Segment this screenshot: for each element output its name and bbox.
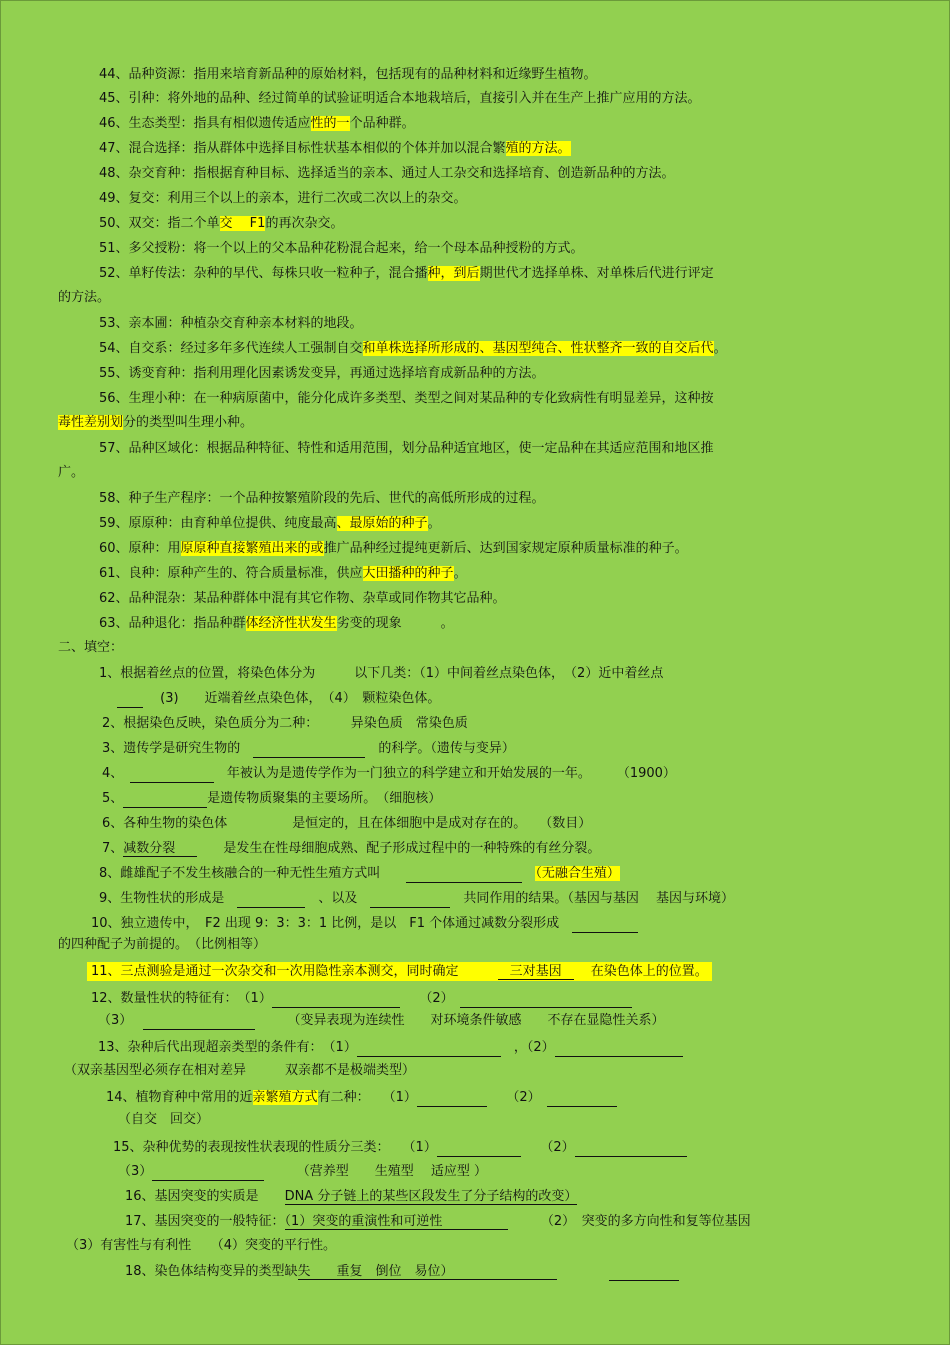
- fill-17-cont: （3）有害性与有利性 （4）突变的平行性。: [66, 1238, 337, 1253]
- blank-line: [357, 1042, 501, 1057]
- blank-line: [272, 993, 400, 1008]
- fill-17: 17、基因突变的一般特征：（1）突变的重演性和可逆性 （2） 突变的多方向性和复等位基因: [125, 1214, 751, 1229]
- fill-10: 10、独立遗传中， F2 出现 9：3：3：1 比例，是以 F1 个体通过减数分裂形成: [91, 915, 638, 933]
- highlight: 、最原始的种子: [336, 516, 428, 531]
- term-57: 57、品种区域化：根据品种特征、特性和适用范围，划分品种适宜地区，使一定品种在其适应范围和地区推: [99, 441, 714, 456]
- blank-line: [460, 993, 632, 1008]
- term-49: 49、复交：利用三个以上的亲本，进行二次或二次以上的杂交。: [99, 191, 467, 206]
- fill-12-cont: （3） （变异表现为连续性 对环境条件敏感 不存在显隐性关系）: [98, 1013, 665, 1028]
- blank-line: [609, 1266, 679, 1281]
- blank-line: [143, 1015, 255, 1030]
- fill-15: 15、杂种优势的表现按性状表现的性质分三类： （1） （2）: [113, 1139, 687, 1157]
- term-60: 60、原种：用原原种直接繁殖出来的或推广品种经过提纯更新后、达到国家规定原种质量标准的种子。: [99, 541, 688, 556]
- blank-line: [437, 1142, 521, 1157]
- highlight: 体经济性状发生: [245, 616, 337, 631]
- term-46: 46、生态类型：指具有相似遗传适应性的一个品种群。: [99, 116, 415, 131]
- highlight: 毒性差别划: [58, 415, 124, 430]
- fill-7: 7、减数分裂 是发生在性母细胞成熟、配子形成过程中的一种特殊的有丝分裂。: [102, 841, 601, 856]
- blank-line: [152, 1166, 264, 1181]
- term-55: 55、诱变育种：指利用理化因素诱发变异，再通过选择培育成新品种的方法。: [99, 366, 545, 381]
- term-48: 48、杂交育种：指根据育种目标、选择适当的亲本、通过人工杂交和选择培育、创造新品种的方法。: [99, 166, 675, 181]
- highlight: 11、三点测验是通过一次杂交和一次用隐性亲本测交，同时确定 三对基因 在染色体上的位置。: [87, 962, 712, 981]
- term-61: 61、良种：原种产生的、符合质量标准，供应大田播种的种子。: [99, 566, 467, 581]
- highlight: 殖的方法。: [505, 141, 571, 156]
- fill-14: 14、植物育种中常用的近亲繁殖方式有二种： （1） （2）: [106, 1089, 617, 1107]
- answer-underlined: 失 重复 倒位 易位）: [298, 1264, 558, 1280]
- answer-underlined: 减数分裂: [123, 841, 197, 857]
- fill-10-cont: 的四种配子为前提的。 （比例相等）: [58, 937, 267, 952]
- section-title: 二、填空：: [58, 640, 124, 655]
- term-47: 47、混合选择：指从群体中选择目标性状基本相似的个体并加以混合繁殖的方法。: [99, 141, 571, 156]
- fill-13-cont: （双亲基因型必须存在相对差异 双亲都不是极端类型）: [64, 1063, 416, 1078]
- term-58: 58、种子生产程序：一个品种按繁殖阶段的先后、世代的高低所形成的过程。: [99, 491, 545, 506]
- term-50: 50、双交：指二个单交 F1的再次杂交。: [99, 216, 344, 231]
- fill-1: 1、根据着丝点的位置，将染色体分为 以下几类：（1）中间着丝点染色体， （2）近中着丝点: [99, 666, 664, 681]
- term-57-cont: 广。: [58, 465, 85, 480]
- fill-2: 2、根据染色反映，染色质分为二种： 异染色质 常染色质: [102, 716, 468, 731]
- blank-line: [117, 693, 143, 708]
- fill-3: 3、遗传学是研究生物的 的科学。（遗传与变异）: [102, 741, 515, 756]
- fill-11: [87, 963, 712, 981]
- blank-line: [130, 768, 214, 783]
- fill-14-cont: （自交 回交）: [118, 1112, 210, 1127]
- term-45: 45、引种：将外地的品种、经过简单的试验证明适合本地栽培后，直接引入并在生产上推广应用的方法。: [99, 91, 701, 106]
- highlight: （无融合生殖）: [535, 866, 620, 881]
- highlight: 原原种直接繁殖出来的或: [180, 541, 324, 556]
- fill-4: 4、 年被认为是遗传学作为一门独立的科学建立和开始发展的一年。 （1900）: [102, 766, 676, 781]
- term-53: 53、亲本圃：种植杂交育种亲本材料的地段。: [99, 316, 363, 331]
- fill-13: 13、杂种后代出现超亲类型的条件有： （1） ，（2）: [98, 1039, 683, 1057]
- blank-line: [253, 743, 365, 758]
- term-59: 59、原原种：由育种单位提供、纯度最高、最原始的种子。: [99, 516, 441, 531]
- fill-12: 12、数量性状的特征有： （1） （2）: [91, 990, 632, 1008]
- term-54: 54、自交系：经过多年多代连续人工强制自交和单株选择所形成的、基因型纯合、性状整齐一致的自交后代。: [99, 341, 727, 356]
- blank-line: [123, 793, 207, 808]
- answer-underlined: （1）突变的重演性和可逆性: [285, 1214, 509, 1230]
- fill-16: 16、基因突变的实质是 DNA 分子链上的某些区段发生了分子结构的改变）: [125, 1189, 578, 1204]
- answer-underlined: DNA 分子链上的某些区段发生了分子结构的改变）: [284, 1189, 578, 1204]
- blank-line: [555, 1042, 683, 1057]
- fill-9: 9、生物性状的形成是 、以及 共同作用的结果。（基因与基因 基因与环境）: [99, 891, 734, 906]
- fill-1-cont: (3) 近端着丝点染色体， （4） 颗粒染色体。: [117, 690, 440, 708]
- highlight: 种，到后: [427, 266, 480, 281]
- term-52: 52、单籽传法：杂种的早代、每株只收一粒种子，混合播种，到后期世代才选择单株、对单株后代进行评定: [99, 266, 714, 281]
- term-56-cont: 毒性差别划分的类型叫生理小种。: [58, 415, 254, 430]
- blank-line: [572, 918, 638, 933]
- term-63: 63、品种退化：指品种群体经济性状发生劣变的现象 。: [99, 616, 454, 631]
- fill-8: 8、雌雄配子不发生核融合的一种无性生殖方式叫 （无融合生殖）: [99, 866, 620, 881]
- highlight: 大田播种的种子: [362, 566, 454, 581]
- blank-line: [417, 1092, 487, 1107]
- highlight: 交 F1: [219, 216, 266, 231]
- highlight: 性的一: [310, 116, 350, 131]
- blank-line: [370, 893, 450, 908]
- fill-5: 5、 是遗传物质聚集的主要场所。 （细胞核）: [102, 791, 442, 806]
- fill-18: 18、染色体结构变异的类型缺失 重复 倒位 易位）: [125, 1263, 679, 1281]
- fill-15-cont: （3） （营养型 生殖型 适应型 ）: [118, 1164, 488, 1179]
- blank-line: [575, 1142, 687, 1157]
- highlight: 亲繁殖方式: [252, 1090, 318, 1105]
- term-62: 62、品种混杂：某品种群体中混有其它作物、杂草或同作物其它品种。: [99, 591, 506, 606]
- blank-line: [547, 1092, 617, 1107]
- blank-line: [406, 868, 522, 883]
- term-56: 56、生理小种：在一种病原菌中，能分化成许多类型、类型之间对某品种的专化致病性有明显差异，这种按: [99, 391, 714, 406]
- term-52-cont: 的方法。: [58, 290, 111, 305]
- blank-line: [237, 893, 305, 908]
- term-44: 44、品种资源：指用来培育新品种的原始材料，包括现有的品种材料和近缘野生植物。: [99, 67, 597, 82]
- highlight: 和单株选择所形成的、基因型纯合、性状整齐一致的自交后代: [362, 341, 714, 356]
- term-51: 51、多父授粉：将一个以上的父本品种花粉混合起来，给一个母本品种授粉的方式。: [99, 241, 584, 256]
- fill-6: 6、各种生物的染色体 是恒定的，且在体细胞中是成对存在的。 （数目）: [102, 816, 592, 831]
